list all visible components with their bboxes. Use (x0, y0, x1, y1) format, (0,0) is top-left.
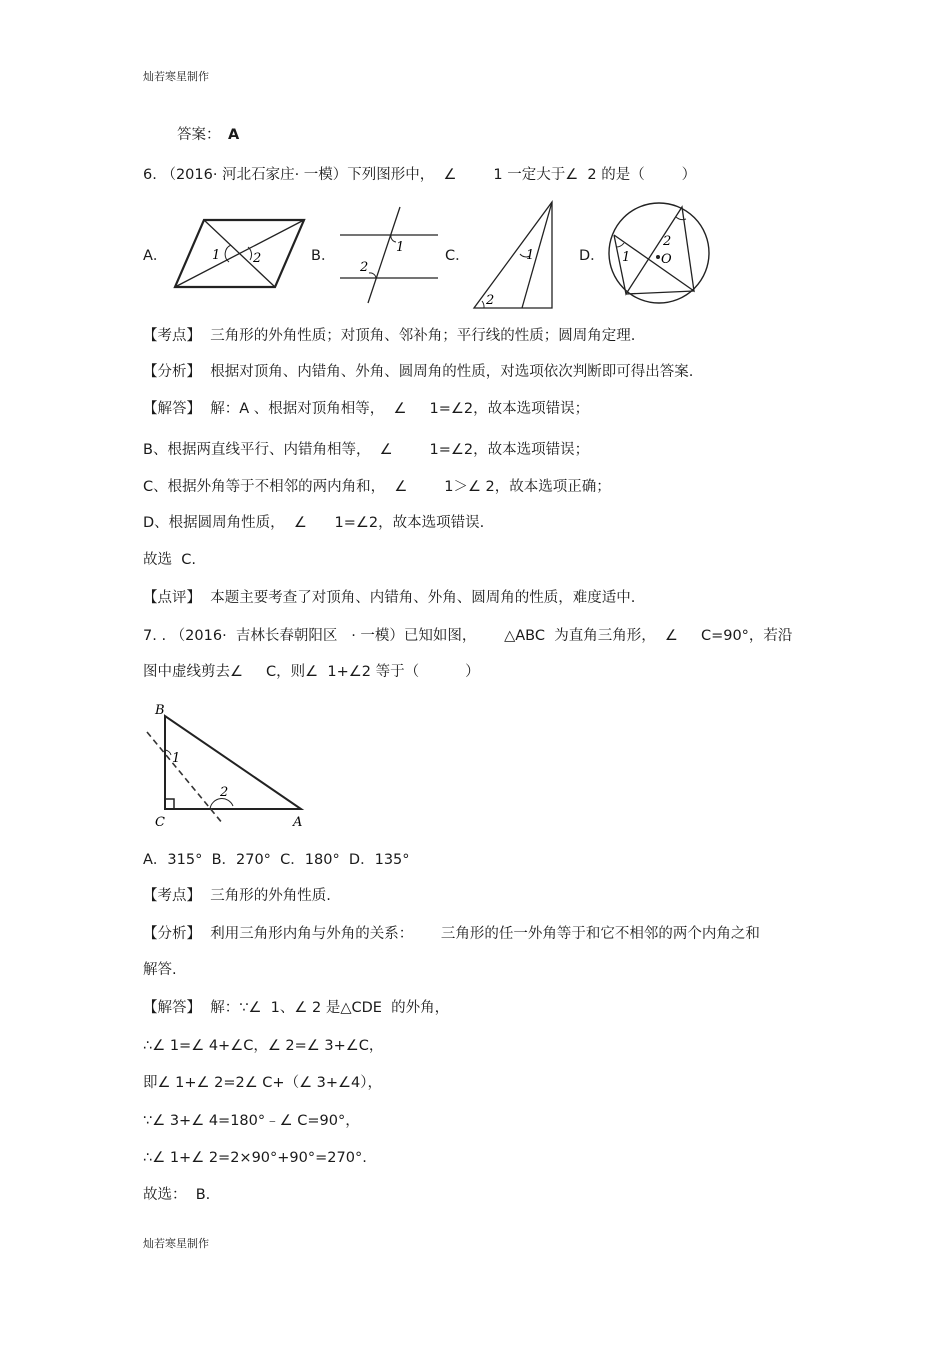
q6-option-c: C． (445, 248, 470, 264)
q6-b-label-2: 2 (360, 260, 369, 275)
q6-b-label-1: 1 (396, 240, 405, 255)
page-footer: 灿若寒星制作 (143, 1237, 209, 1250)
q6-figure-b (338, 205, 440, 305)
q6-guxuan: 故选 C. (143, 552, 196, 568)
q6-a-label-1: 1 (212, 248, 221, 263)
q7-vertex-b: B (155, 703, 165, 718)
q7-stem-line2: 图中虚线剪去∠ C，则∠ 1+∠2 等于（ ） (143, 664, 480, 680)
q7-options: A．315° B．270° C．180° D．135° (143, 852, 410, 868)
q6-option-d: D． (579, 248, 605, 264)
q7-kaodian: 【考点】 三角形的外角性质. (143, 888, 331, 904)
q7-fenxi-line1: 【分析】 利用三角形内角与外角的关系： 三角形的任一外角等于和它不相邻的两个内角之和 (143, 926, 760, 942)
q7-jieda-line: 【解答】 解：∵∠ 1、∠ 2 是△CDE 的外角， (143, 1000, 450, 1016)
q7-fenxi-line2: 解答. (143, 962, 177, 978)
q6-a-label-2: 2 (253, 251, 262, 266)
q6-jieda-line: B、根据两直线平行、内错角相等， ∠ 1=∠2，故本选项错误； (143, 442, 590, 458)
q6-d-label-2: 2 (663, 234, 672, 249)
q7-vertex-c: C (155, 815, 165, 830)
page-header: 灿若寒星制作 (143, 70, 209, 83)
q6-jieda-line: D、根据圆周角性质， ∠ 1=∠2，故本选项错误. (143, 515, 485, 531)
q6-figure-c (472, 198, 557, 310)
q7-jieda-line: ∵∠ 3+∠ 4=180°﹣∠ C=90°， (143, 1113, 360, 1129)
q6-kaodian: 【考点】 三角形的外角性质；对顶角、邻补角；平行线的性质；圆周角定理. (143, 328, 636, 344)
q7-angle-1: 1 (172, 751, 181, 766)
q6-dianping: 【点评】 本题主要考查了对顶角、内错角、外角、圆周角的性质，难度适中. (143, 590, 636, 606)
q7-jieda-line: 即∠ 1+∠ 2=2∠ C+（∠ 3+∠4）， (143, 1075, 383, 1091)
q6-c-label-1: 1 (526, 248, 535, 263)
q6-jieda-line: C、根据外角等于不相邻的两内角和， ∠ 1＞∠ 2，故本选项正确； (143, 479, 611, 495)
q7-angle-2: 2 (220, 785, 229, 800)
q6-figure-a (172, 215, 307, 293)
q7-jieda-line: ∴∠ 1+∠ 2=2×90°+90°=270°. (143, 1150, 367, 1166)
q6-c-label-2: 2 (486, 293, 495, 308)
q7-guxuan: 故选： B. (143, 1187, 211, 1203)
q6-stem: 6. （2016· 河北石家庄· 一模）下列图形中， ∠ 1 一定大于∠ 2 的是（ ） (143, 167, 697, 183)
q6-option-b: B． (311, 248, 336, 264)
q7-stem-line1: 7. . （2016· 吉林长春朝阳区 · 一模）已知如图， △ABC 为直角三角形， ∠ C=90°，若沿 (143, 628, 793, 644)
q6-figure-d (606, 199, 712, 307)
q6-fenxi: 【分析】 根据对顶角、内错角、外角、圆周角的性质，对选项依次判断即可得出答案. (143, 364, 694, 380)
q7-jieda-line: ∴∠ 1=∠ 4+∠C，∠ 2=∠ 3+∠C， (143, 1038, 384, 1054)
q7-vertex-a: A (293, 815, 303, 830)
q6-option-a: A． (143, 248, 168, 264)
q6-d-label-1: 1 (622, 250, 631, 265)
q6-d-label-o: O (661, 252, 672, 267)
answer-value: A (228, 127, 240, 143)
q7-figure (143, 698, 313, 830)
answer-label: 答案： (177, 127, 221, 143)
q6-jieda-line: 【解答】 解：A 、根据对顶角相等， ∠ 1=∠2，故本选项错误； (143, 401, 590, 417)
